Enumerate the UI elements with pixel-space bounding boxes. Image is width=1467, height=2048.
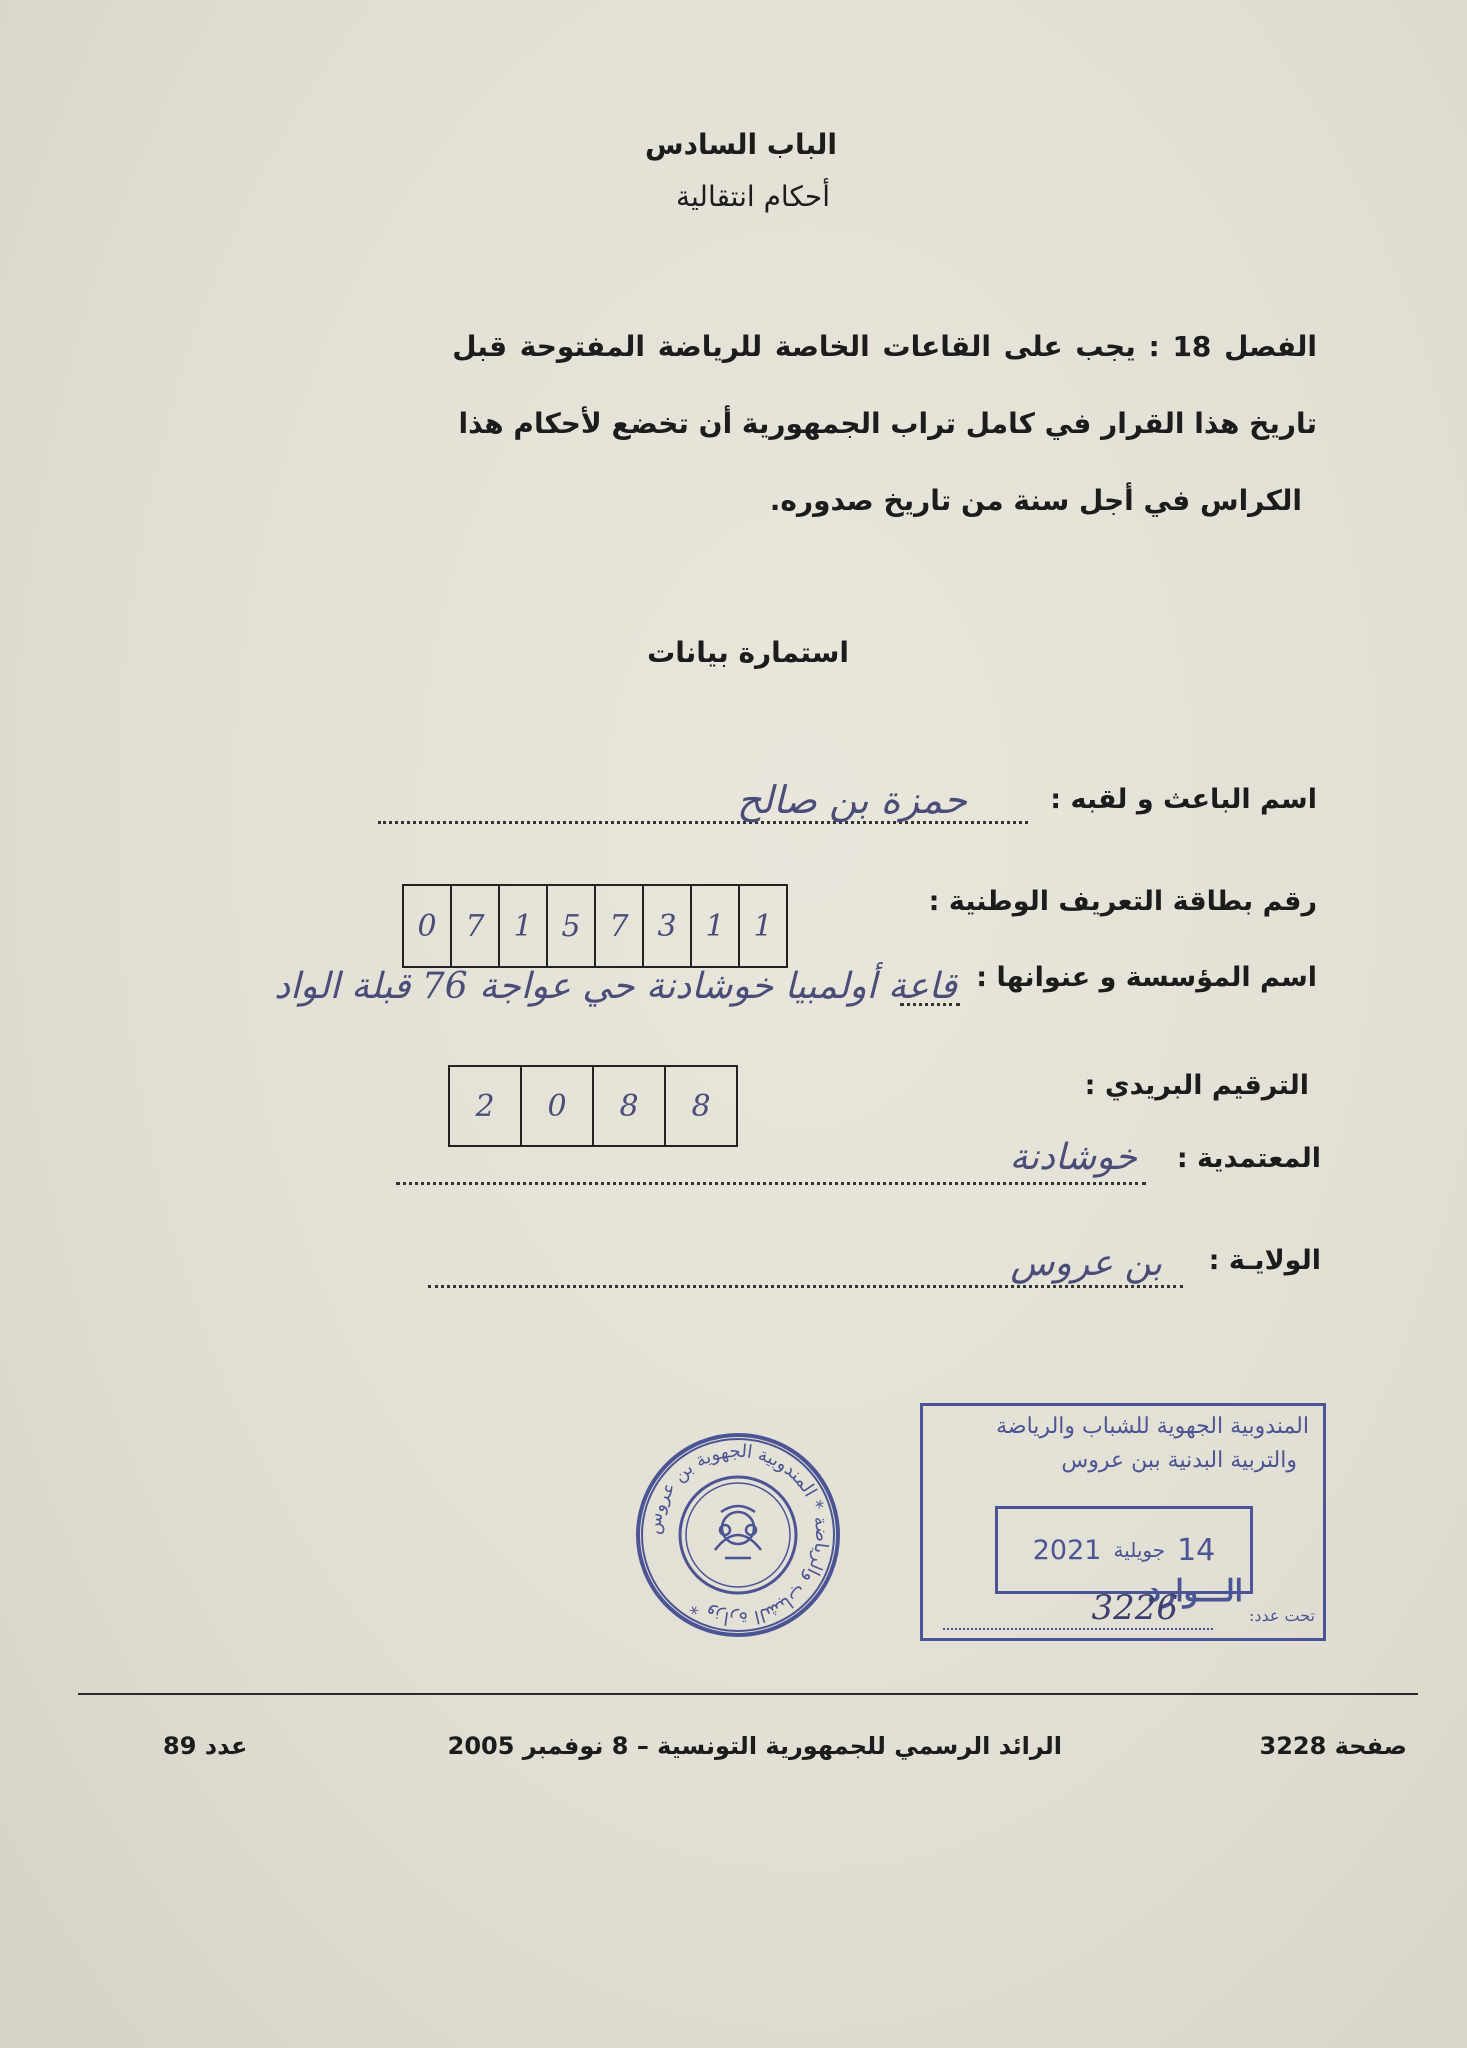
- stamp-number-label: تحت عدد:: [1248, 1606, 1315, 1625]
- institution-label: اسم المؤسسة و عنوانها :: [976, 962, 1317, 993]
- chapter-subtitle: أحكام انتقالية: [675, 180, 830, 213]
- id-digit: 7: [596, 886, 644, 966]
- stamp-line-2: والتربية البدنية ببن عروس: [1061, 1448, 1297, 1473]
- name-handwritten: حمزة بن صالح: [737, 778, 967, 822]
- id-digit-grid: [402, 884, 788, 968]
- id-label: رقم بطاقة التعريف الوطنية :: [928, 886, 1317, 917]
- id-digit: 1: [692, 886, 740, 966]
- postal-digit-grid: [448, 1065, 738, 1147]
- incoming-stamp: [920, 1403, 1326, 1641]
- official-seal: [633, 1430, 843, 1640]
- form-title: استمارة بيانات: [647, 636, 849, 669]
- stamp-date-day: 14: [1177, 1532, 1216, 1568]
- article-line-3: الكراس في أجل سنة من تاريخ صدوره.: [769, 484, 1302, 517]
- delegation-dotted-line: [396, 1182, 1146, 1185]
- id-digit: 1: [500, 886, 548, 966]
- id-digit: 5: [548, 886, 596, 966]
- governorate-label: الولايـة :: [1208, 1245, 1321, 1276]
- stamp-incoming-label: الـــوارد: [1147, 1574, 1243, 1609]
- footer-rule: [78, 1693, 1418, 1695]
- footer-page-number: صفحة 3228: [1259, 1732, 1407, 1760]
- article-line-2: تاريخ هذا القرار في كامل تراب الجمهورية أن تخضع لأحكام هذا: [458, 407, 1317, 440]
- postal-digit: 8: [594, 1067, 666, 1145]
- stamp-date-year: 2021: [1032, 1534, 1102, 1566]
- postal-digit: 0: [522, 1067, 594, 1145]
- seal-ring-text: وزارة الشباب والرياضة * المندوبية الجهوية بن عروس *: [643, 1440, 833, 1630]
- institution-handwritten: قاعة أولمبيا خوشادنة حي عواجة 76 قبلة الواد: [274, 966, 957, 1007]
- id-digit: 7: [452, 886, 500, 966]
- article-line-1: الفصل 18 : يجب على القاعات الخاصة للرياضة المفتوحة قبل: [452, 330, 1317, 363]
- footer-issue-number: عدد 89: [163, 1732, 248, 1760]
- governorate-dotted-line: [428, 1285, 1183, 1288]
- postal-digit: 2: [450, 1067, 522, 1145]
- governorate-handwritten: بن عروس: [1010, 1243, 1162, 1284]
- id-digit: 1: [753, 908, 773, 944]
- id-digit: 3: [644, 886, 692, 966]
- postal-digit: 8: [691, 1088, 711, 1124]
- id-digit: 0: [404, 886, 452, 966]
- postal-label: الترقيم البريدي :: [1084, 1070, 1309, 1101]
- footer-journal: الرائد الرسمي للجمهورية التونسية – 8 نوفمبر 2005: [447, 1732, 1062, 1760]
- stamp-line-1: المندوبية الجهوية للشباب والرياضة: [996, 1414, 1309, 1439]
- delegation-label: المعتمدية :: [1176, 1143, 1321, 1174]
- stamp-date-month: جويلية: [1113, 1538, 1166, 1562]
- stamp-number-dotted-line: [943, 1628, 1213, 1630]
- stamp-number-handwritten: 3226: [1091, 1588, 1178, 1628]
- chapter-heading: الباب السادس: [644, 128, 837, 161]
- name-label: اسم الباعث و لقبه :: [1050, 784, 1317, 815]
- delegation-handwritten: خوشادنة: [1009, 1137, 1137, 1178]
